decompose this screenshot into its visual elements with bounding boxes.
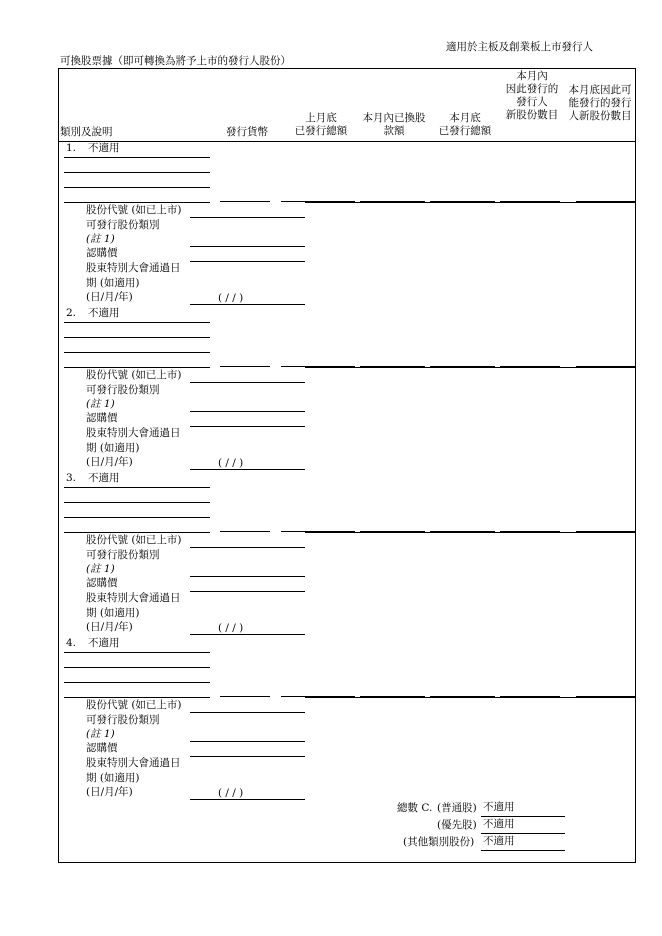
share-class-underline: [190, 741, 305, 742]
entry-underline: [64, 322, 210, 323]
entry-underline: [64, 367, 210, 368]
column-header-line: 款額: [383, 125, 405, 137]
share-class-note: (註 1): [86, 233, 115, 245]
share-class-label: 可發行股份類別: [86, 549, 160, 561]
column-header-line: 新股份數目: [505, 109, 559, 121]
stock-code-underline: [190, 382, 305, 383]
egm-date-label: (日/月/年): [86, 456, 133, 468]
column-header-line: 能發行的發行: [568, 97, 632, 109]
totals-value-preferred: 不適用: [483, 818, 515, 830]
egm-date-underline: [190, 634, 305, 635]
entry-underline: [64, 337, 210, 338]
column-header-line: 本月內: [516, 70, 548, 82]
stock-code-underline: [190, 712, 305, 713]
egm-date-underline: [190, 304, 305, 305]
entry-number: 3.: [66, 472, 77, 484]
value-cell-underline: [220, 201, 270, 202]
entry-number: 1.: [66, 142, 77, 154]
totals-label-preferred: (優先股): [437, 819, 477, 831]
share-class-underline: [190, 411, 305, 412]
row-divider: [305, 367, 636, 368]
entry-underline: [64, 517, 210, 518]
header-divider: [58, 141, 636, 142]
stock-code-label: 股份代號 (如已上市): [86, 534, 182, 546]
column-header-line: 已發行總額: [438, 125, 492, 137]
stock-code-underline: [190, 217, 305, 218]
entry-value: 不適用: [88, 142, 120, 154]
egm-date-placeholder: ( / / ): [218, 787, 244, 799]
section-title: 可換股票據（即可轉換為將予上市的發行人股份）: [60, 55, 291, 67]
entry-underline: [64, 682, 210, 683]
totals-label: 總數 C.: [397, 802, 433, 814]
totals-label-other: (其他類別股份): [403, 836, 475, 848]
entry-number: 4.: [66, 637, 77, 649]
egm-date-placeholder: ( / / ): [218, 622, 244, 634]
egm-date-label: 股東特別大會通過日: [86, 592, 181, 604]
egm-date-underline: [190, 469, 305, 470]
entry-underline: [64, 202, 210, 203]
entry-underline: [64, 487, 210, 488]
entry-underline: [64, 157, 210, 158]
entry-value: 不適用: [88, 472, 120, 484]
stock-code-label: 股份代號 (如已上市): [86, 699, 182, 711]
column-header-line: 上月底: [305, 112, 337, 124]
entry-underline: [64, 352, 210, 353]
column-header-line: 發行人: [516, 96, 548, 108]
entry-number: 2.: [66, 307, 77, 319]
column-header-converted-this-month: [358, 112, 430, 138]
egm-date-placeholder: ( / / ): [218, 457, 244, 469]
totals-value-ordinary: 不適用: [483, 801, 515, 813]
share-class-label: 可發行股份類別: [86, 219, 160, 231]
entry-underline: [64, 667, 210, 668]
stock-code-label: 股份代號 (如已上市): [86, 204, 182, 216]
subscription-price-underline: [190, 591, 305, 592]
egm-date-label: 股東特別大會通過日: [86, 427, 181, 439]
column-header-currency: 發行貨幣: [226, 126, 268, 138]
share-class-underline: [190, 246, 305, 247]
subscription-price-label: 認購價: [86, 247, 118, 259]
subscription-price-label: 認購價: [86, 577, 118, 589]
entry-value: 不適用: [88, 307, 120, 319]
subscription-price-label: 認購價: [86, 412, 118, 424]
column-header-category: 類別及說明: [60, 126, 113, 138]
column-header-line: 本月底因此可: [568, 84, 632, 96]
entry-underline: [64, 172, 210, 173]
totals-value-other: 不適用: [483, 835, 515, 847]
entry-underline: [64, 652, 210, 653]
stock-code-label: 股份代號 (如已上市): [86, 369, 182, 381]
egm-date-label: (日/月/年): [86, 621, 133, 633]
column-header-prev-month-outstanding: [290, 112, 352, 138]
column-header-new-shares-issued: [500, 70, 564, 122]
column-header-month-end-outstanding: [434, 112, 496, 138]
subscription-price-underline: [190, 756, 305, 757]
column-header-line: 本月內已換股: [362, 112, 426, 124]
egm-date-label: 股東特別大會通過日: [86, 757, 181, 769]
row-divider: [305, 697, 636, 698]
egm-date-underline: [190, 799, 305, 800]
egm-date-label: 股東特別大會通過日: [86, 262, 181, 274]
totals-underline: [481, 816, 565, 817]
value-cell-underline: [220, 531, 270, 532]
column-header-line: 因此發行的: [505, 83, 559, 95]
egm-date-placeholder: ( / / ): [218, 292, 244, 304]
entry-underline: [64, 697, 210, 698]
egm-date-label: 期 (如適用): [86, 442, 140, 454]
entry-underline: [64, 532, 210, 533]
entry-underline: [64, 502, 210, 503]
share-class-label: 可發行股份類別: [86, 714, 160, 726]
subscription-price-label: 認購價: [86, 742, 118, 754]
stock-code-underline: [190, 547, 305, 548]
row-divider: [305, 532, 636, 533]
value-cell-underline: [220, 366, 270, 367]
share-class-note: (註 1): [86, 563, 115, 575]
egm-date-label: 期 (如適用): [86, 277, 140, 289]
value-cell-underline: [220, 696, 270, 697]
entry-underline: [64, 187, 210, 188]
column-header-new-shares-issuable: [564, 84, 636, 123]
totals-underline: [481, 833, 565, 834]
share-class-note: (註 1): [86, 728, 115, 740]
subscription-price-underline: [190, 426, 305, 427]
egm-date-label: (日/月/年): [86, 786, 133, 798]
column-header-line: 已發行總額: [294, 125, 348, 137]
entry-value: 不適用: [88, 637, 120, 649]
share-class-note: (註 1): [86, 398, 115, 410]
column-header-line: 本月底: [449, 112, 481, 124]
totals-label-ordinary: (普通股): [437, 802, 477, 814]
subscription-price-underline: [190, 261, 305, 262]
totals-underline: [481, 850, 565, 851]
egm-date-label: (日/月/年): [86, 291, 133, 303]
share-class-label: 可發行股份類別: [86, 384, 160, 396]
egm-date-label: 期 (如適用): [86, 772, 140, 784]
row-divider: [305, 202, 636, 203]
applicability-note: 適用於主板及創業板上市發行人: [446, 41, 593, 53]
share-class-underline: [190, 576, 305, 577]
column-header-line: 人新股份數目: [568, 110, 632, 122]
egm-date-label: 期 (如適用): [86, 607, 140, 619]
